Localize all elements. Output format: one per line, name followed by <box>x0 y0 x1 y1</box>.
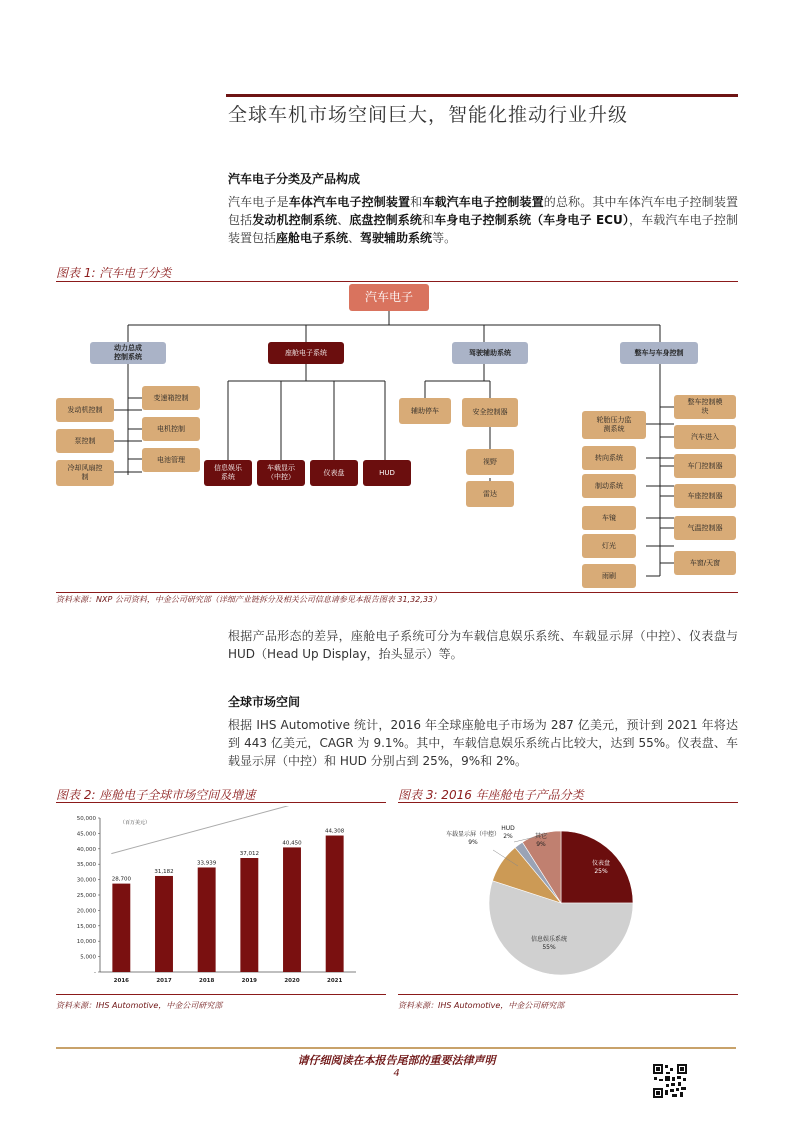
pie-value-label: 2% <box>503 833 513 840</box>
bar-chart-market-size <box>56 806 386 991</box>
paragraph-cockpit-types: 根据产品形态的差异，座舱电子系统可分为车载信息娱乐系统、车载显示屏（中控）、仪表盘与 HUD（Head Up Display，抬头显示）等。 <box>228 629 738 661</box>
node-cockpit-electronics: 座舱电子系统 <box>268 342 344 364</box>
y-tick-label: 45,000 <box>76 831 96 838</box>
pie-category-label: HUD <box>501 825 515 832</box>
node-braking: 制动系统 <box>582 474 636 498</box>
node-hud: HUD <box>363 460 411 486</box>
bar-value-label: 37,012 <box>239 851 259 858</box>
bar <box>326 836 344 972</box>
text-run: 和 <box>421 213 435 227</box>
pie-slice <box>561 831 633 903</box>
text-run-bold: 驾驶辅助系统 <box>360 231 433 245</box>
y-tick-label: 30,000 <box>76 877 96 884</box>
node-driver-assistance: 驾驶辅助系统 <box>452 342 528 364</box>
node-lighting: 灯光 <box>582 534 636 558</box>
text-run-bold: 车身电子控制系统（车身电子 ECU） <box>434 213 629 227</box>
node-infotainment: 信息娱乐 系统 <box>204 460 252 486</box>
y-tick-label: - <box>94 970 96 976</box>
x-tick-label: 2016 <box>113 978 129 984</box>
bar-value-label: 40,450 <box>282 840 302 847</box>
legal-notice: 请仔细阅读在本报告尾部的重要法律声明 <box>297 1054 496 1067</box>
pie-category-label: 信息娱乐系统 <box>530 936 568 943</box>
node-vehicle-control-module: 整车控制模 块 <box>674 395 736 419</box>
pie-chart-product-share <box>398 806 738 991</box>
y-tick-label: 5,000 <box>80 954 96 961</box>
figure2-top-rule <box>56 802 386 803</box>
node-gearbox-control: 变速箱控制 <box>142 386 200 410</box>
x-tick-label: 2020 <box>284 978 300 984</box>
pie-value-label: 25% <box>594 868 608 875</box>
bar-value-label: 44,308 <box>325 828 345 835</box>
text-run: 、 <box>337 213 350 227</box>
qr-code-icon <box>652 1063 688 1099</box>
pie-value-label: 55% <box>542 944 556 951</box>
x-tick-label: 2018 <box>199 978 215 984</box>
node-safety-controller: 安全控制器 <box>462 398 518 427</box>
figure1-title: 图表 1: 汽车电子分类 <box>56 266 172 280</box>
bar-value-label: 28,700 <box>111 876 131 883</box>
node-steering: 转向系统 <box>582 446 636 470</box>
node-center-display: 车载显示 （中控） <box>257 460 305 486</box>
node-tpms: 轮胎压力监 测系统 <box>582 411 646 439</box>
section-heading-classification: 汽车电子分类及产品构成 <box>228 172 361 186</box>
diagram-root-automotive-electronics: 汽车电子 <box>349 284 429 311</box>
bar <box>198 867 216 972</box>
node-vehicle-entry: 汽车进入 <box>674 425 736 449</box>
node-battery-management: 电池管理 <box>142 448 200 472</box>
node-seat-controller: 车座控制器 <box>674 484 736 508</box>
bar <box>112 884 130 972</box>
unit-label: （百万美元） <box>120 820 151 826</box>
page-title: 全球车机市场空间巨大，智能化推动行业升级 <box>228 104 629 126</box>
node-cooling-fan-control: 冷却风扇控 制 <box>56 460 114 486</box>
node-powertrain-control: 动力总成 控制系统 <box>90 342 166 364</box>
bar <box>283 847 301 972</box>
pie-category-label: 其它 <box>534 833 548 840</box>
node-engine-control: 发动机控制 <box>56 398 114 422</box>
section-heading-market: 全球市场空间 <box>228 695 301 709</box>
node-vision: 视野 <box>466 449 514 475</box>
y-tick-label: 10,000 <box>76 939 96 946</box>
bar <box>240 858 258 972</box>
figure1-source: 资料来源：NXP 公司资料，中金公司研究部（详细产业链拆分及相关公司信息请参见本报告图表 31,32,33） <box>56 595 441 604</box>
text-run-bold: 发动机控制系统 <box>252 213 338 227</box>
node-vehicle-body-control: 整车与车身控制 <box>620 342 698 364</box>
node-mirrors: 车镜 <box>582 506 636 530</box>
text-run: 汽车电子是 <box>228 195 289 209</box>
y-tick-label: 25,000 <box>76 893 96 899</box>
node-window-sunroof: 车窗/天窗 <box>674 551 736 575</box>
bar <box>155 876 173 972</box>
pie-category-label: 车载显示屏（中控） <box>445 831 501 838</box>
cagr-arrow <box>111 806 300 854</box>
figure3-bottom-rule <box>398 994 738 995</box>
text-run: 等。 <box>432 231 457 245</box>
x-tick-label: 2019 <box>241 978 257 984</box>
text-run-bold: 底盘控制系统 <box>349 213 422 227</box>
figure2-bottom-rule <box>56 994 386 995</box>
figure3-source: 资料来源：IHS Automotive，中金公司研究部 <box>398 1001 565 1010</box>
node-instrument-cluster: 仪表盘 <box>310 460 358 486</box>
text-run-bold: 座舱电子系统 <box>276 231 349 245</box>
figure2-source: 资料来源：IHS Automotive，中金公司研究部 <box>56 1001 223 1010</box>
figure1-bottom-rule <box>56 592 738 593</box>
figure3-title: 图表 3: 2016 年座舱电子产品分类 <box>398 788 584 802</box>
node-parking-assist: 辅助停车 <box>399 398 451 424</box>
bar-value-label: 33,939 <box>197 860 217 867</box>
node-pump-control: 泵控制 <box>56 429 114 453</box>
text-run-bold: 车体汽车电子控制装置 <box>288 195 411 209</box>
node-wipers: 雨刷 <box>582 564 636 588</box>
paragraph-market: 根据 IHS Automotive 统计，2016 年全球座舱电子市场为 287 亿美元，预计到 2021 年将达到 443 亿美元，CAGR 为 9.1%。其中，车载信息娱乐系统占比较大，达到 55%。仪表盘、车载显示屏（中控）和 HUD 分别占到 25%，9%和 2%。 <box>228 718 738 768</box>
y-tick-label: 50,000 <box>76 816 96 822</box>
text-run-bold: 车载汽车电子控制装置 <box>422 195 544 209</box>
y-tick-label: 40,000 <box>76 846 96 853</box>
text-run: 、 <box>348 231 361 245</box>
pie-category-label: 仪表盘 <box>591 860 611 867</box>
y-tick-label: 20,000 <box>76 908 96 915</box>
figure2-title: 图表 2: 座舱电子全球市场空间及增速 <box>56 788 256 802</box>
y-tick-label: 35,000 <box>76 862 96 869</box>
page-number: 4 <box>393 1068 400 1079</box>
cagr-label <box>181 806 233 807</box>
pie-value-label: 9% <box>468 839 478 846</box>
node-radar: 雷达 <box>466 481 514 507</box>
x-tick-label: 2017 <box>156 978 172 984</box>
node-door-controller: 车门控制器 <box>674 454 736 478</box>
footer-rule <box>56 1047 736 1049</box>
text-run: 和 <box>410 195 423 209</box>
text-run: ，车载汽车电子控制装置包括 <box>228 213 738 245</box>
node-climate-controller: 气温控制器 <box>674 516 736 540</box>
y-tick-label: 15,000 <box>76 923 96 930</box>
text-run: 的总称。其中车体汽车电子控制装置包括 <box>228 195 738 227</box>
pie-value-label: 9% <box>536 841 546 848</box>
figure3-top-rule <box>398 802 738 803</box>
node-motor-control: 电机控制 <box>142 417 200 441</box>
x-tick-label: 2021 <box>327 978 343 984</box>
bar-value-label: 31,182 <box>154 868 174 875</box>
